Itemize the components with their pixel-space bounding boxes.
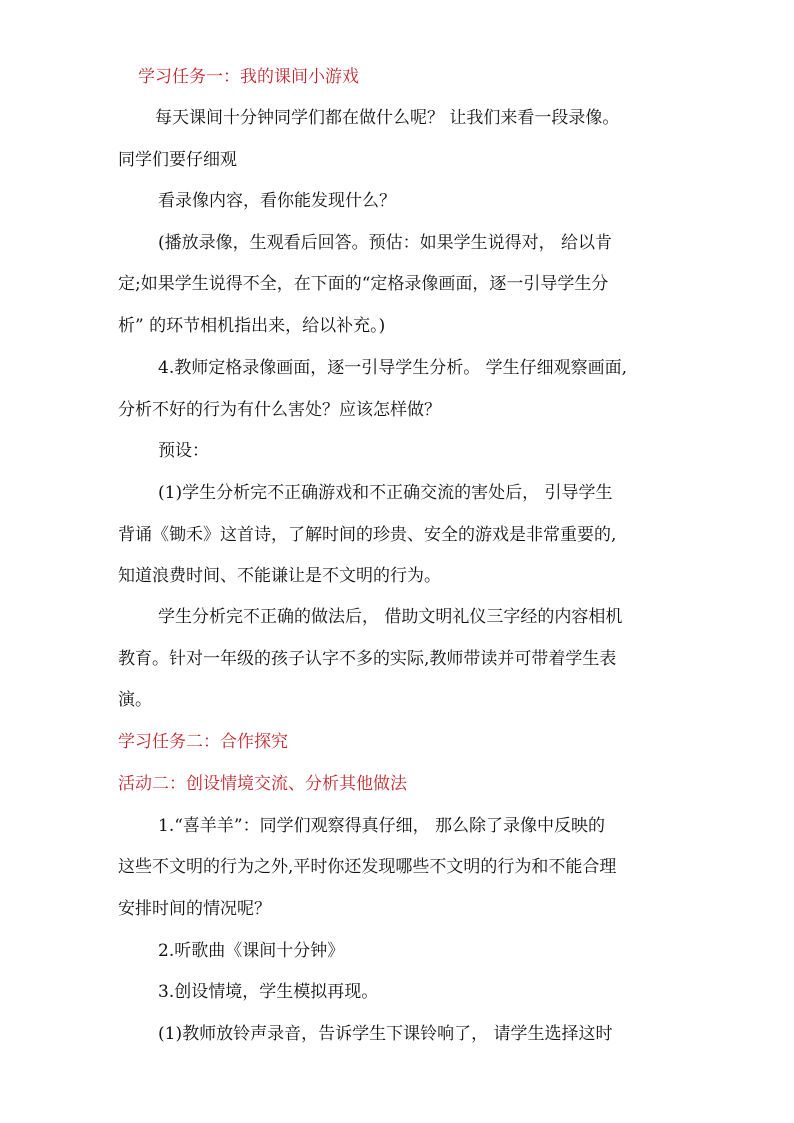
paragraph-line: (播放录像，生观看后回答。预估：如果学生说得对， 给以肯 xyxy=(158,233,613,253)
paragraph-line: 每天课间十分钟同学们都在做什么呢？ 让我们来看一段录像。 xyxy=(155,108,620,128)
paragraph-line: 背诵《锄禾》这首诗，了解时间的珍贵、安全的游戏是非常重要的, xyxy=(118,525,617,545)
paragraph-line: 4.教师定格录像画面，逐一引导学生分析。 学生仔细观察画面, xyxy=(158,358,628,378)
paragraph-line: 同学们要仔细观 xyxy=(118,150,237,170)
paragraph-line: 分析不好的行为有什么害处？应该怎样做？ xyxy=(118,400,441,420)
paragraph-line: 教育。针对一年级的孩子认字不多的实际,教师带读并可带着学生表 xyxy=(118,649,617,669)
paragraph-line: 预设： xyxy=(158,441,209,461)
paragraph-line: 2.听歌曲《课间十分钟》 xyxy=(158,941,345,961)
paragraph-line: 这些不文明的行为之外,平时你还发现哪些不文明的行为和不能合理 xyxy=(118,857,617,877)
paragraph-line: 知道浪费时间、不能谦让是不文明的行为。 xyxy=(118,566,441,586)
heading-activity-2: 活动二：创设情境交流、分析其他做法 xyxy=(118,774,407,794)
heading-task-1: 学习任务一：我的课间小游戏 xyxy=(138,67,359,87)
paragraph-line: 学生分析完不正确的做法后， 借助文明礼仪三字经的内容相机 xyxy=(158,607,623,627)
paragraph-line: 1.“喜羊羊”：同学们观察得真仔细， 那么除了录像中反映的 xyxy=(158,816,606,836)
paragraph-line: 演。 xyxy=(118,690,152,710)
paragraph-line: 3.创设情境，学生模拟再现。 xyxy=(158,982,379,1002)
paragraph-line: 析” 的环节相机指出来，给以补充。) xyxy=(118,316,386,336)
paragraph-line: (1)学生分析完不正确游戏和不正确交流的害处后， 引导学生 xyxy=(158,483,613,503)
paragraph-line: 看录像内容，看你能发现什么？ xyxy=(158,191,396,211)
paragraph-line: (1)教师放铃声录音，告诉学生下课铃响了， 请学生选择这时 xyxy=(158,1024,613,1044)
paragraph-line: 安排时间的情况呢？ xyxy=(118,899,271,919)
heading-task-2: 学习任务二：合作探究 xyxy=(118,732,288,752)
paragraph-line: 定;如果学生说得不全，在下面的“定格录像画面，逐一引导学生分 xyxy=(118,274,609,294)
